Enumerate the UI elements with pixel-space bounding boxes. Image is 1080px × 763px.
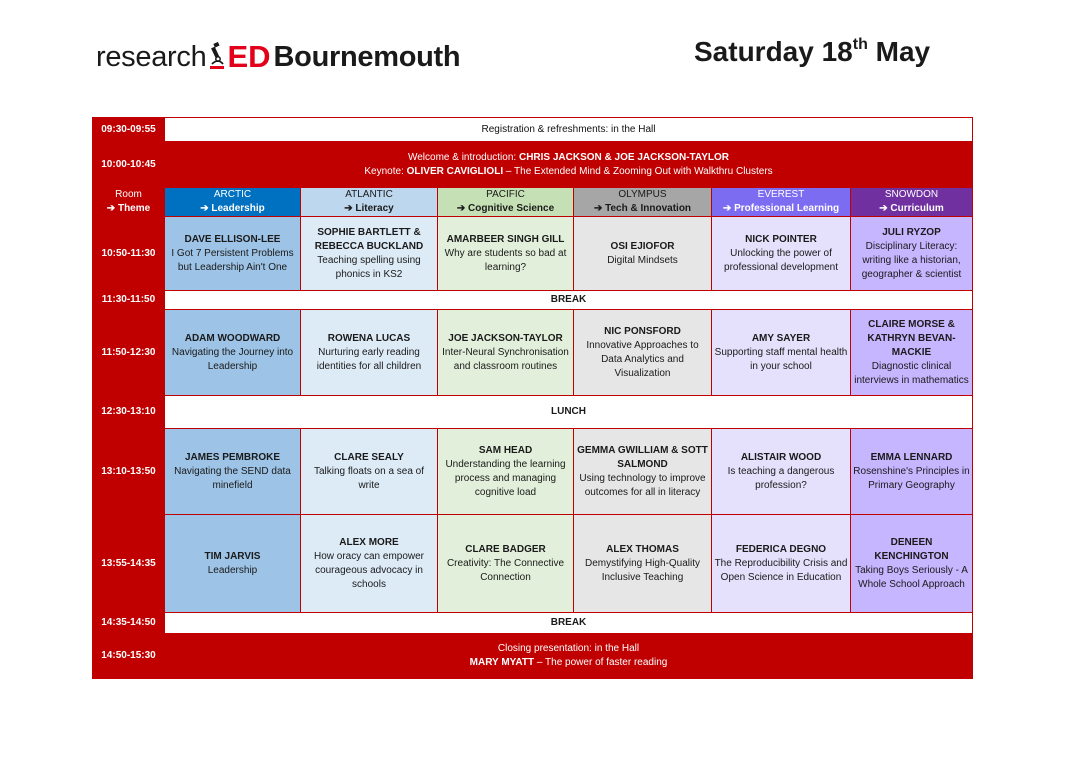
keynote-title: – The Extended Mind & Zooming Out with Walkthru Clusters bbox=[503, 165, 773, 177]
room-header-atlantic bbox=[301, 188, 438, 217]
session-speaker: DAVE ELLISON-LEE bbox=[184, 233, 281, 245]
session-title: Nurturing early reading identities for all children bbox=[316, 346, 422, 372]
session-title: Unlocking the power of professional development bbox=[724, 247, 838, 273]
time-cell: 10:50-11:30 bbox=[93, 217, 165, 291]
session-cell bbox=[851, 429, 973, 515]
session-title: Diagnostic clinical interviews in mathematics bbox=[854, 360, 969, 386]
room-header-everest bbox=[712, 188, 851, 217]
row-session-4 bbox=[93, 515, 973, 613]
session-title: Teaching spelling using phonics in KS2 bbox=[317, 254, 421, 280]
session-speaker: EMMA LENNARD bbox=[870, 451, 953, 463]
session-cell bbox=[301, 310, 438, 396]
session-title: Leadership bbox=[207, 564, 258, 576]
session-title: Creativity: The Connective Connection bbox=[446, 557, 565, 583]
session-speaker: JOE JACKSON-TAYLOR bbox=[448, 332, 563, 344]
room-name: PACIFIC bbox=[486, 189, 525, 200]
date-month: May bbox=[867, 36, 931, 67]
room-header-olympus bbox=[574, 188, 712, 217]
session-cell bbox=[301, 429, 438, 515]
row-session-2 bbox=[93, 310, 973, 396]
room-name: OLYMPUS bbox=[618, 189, 667, 200]
session-cell bbox=[574, 310, 712, 396]
event-date bbox=[694, 36, 930, 68]
session-cell bbox=[301, 217, 438, 291]
theme-label: ➔ Theme bbox=[106, 203, 151, 214]
session-title: Demystifying High-Quality Inclusive Teaching bbox=[584, 557, 701, 583]
session-speaker: CLARE BADGER bbox=[465, 543, 546, 555]
session-title: Using technology to improve outcomes for all in literacy bbox=[579, 472, 706, 498]
session-title: Why are students so bad at learning? bbox=[444, 247, 567, 273]
session-title: Is teaching a dangerous profession? bbox=[727, 465, 835, 491]
session-speaker: JAMES PEMBROKE bbox=[184, 451, 280, 463]
session-speaker: JULI RYZOP bbox=[882, 226, 941, 238]
logo-research-text: research bbox=[96, 41, 207, 73]
session-cell bbox=[574, 217, 712, 291]
date-ordinal: th bbox=[852, 36, 868, 53]
session-cell bbox=[165, 217, 301, 291]
session-title: Understanding the learning process and managing cognitive load bbox=[445, 458, 566, 498]
room-theme-label bbox=[93, 188, 165, 217]
time-cell: 11:30-11:50 bbox=[93, 291, 165, 310]
time-cell: 12:30-13:10 bbox=[93, 396, 165, 429]
page-header bbox=[96, 30, 946, 80]
session-speaker: ALEX THOMAS bbox=[606, 543, 679, 555]
break-label: BREAK bbox=[165, 291, 973, 310]
registration-text: Registration & refreshments: in the Hall bbox=[165, 118, 973, 142]
session-cell bbox=[712, 217, 851, 291]
researched-logo bbox=[96, 36, 460, 72]
session-speaker: OSI EJIOFOR bbox=[610, 240, 675, 252]
room-theme: ➔ Cognitive Science bbox=[456, 203, 555, 214]
date-main: Saturday 18 bbox=[694, 36, 853, 67]
closing-title: – The power of faster reading bbox=[534, 657, 668, 668]
session-speaker: GEMMA GWILLIAM & SOTT SALMOND bbox=[577, 444, 708, 470]
session-title: Talking floats on a sea of write bbox=[313, 465, 425, 491]
session-title: The Reproducibility Crisis and Open Science in Education bbox=[714, 557, 848, 583]
session-speaker: CLAIRE MORSE & KATHRYN BEVAN-MACKIE bbox=[867, 318, 956, 358]
closing-label: Closing presentation: in the Hall bbox=[497, 643, 640, 654]
session-cell bbox=[165, 310, 301, 396]
session-cell bbox=[438, 217, 574, 291]
room-label: Room bbox=[115, 189, 142, 200]
room-theme: ➔ Professional Learning bbox=[722, 203, 840, 214]
session-cell bbox=[165, 429, 301, 515]
row-break-2 bbox=[93, 613, 973, 634]
session-speaker: DENEEN KENCHINGTON bbox=[874, 536, 949, 562]
room-header-arctic bbox=[165, 188, 301, 217]
session-speaker: AMY SAYER bbox=[751, 332, 811, 344]
session-speaker: FEDERICA DEGNO bbox=[735, 543, 827, 555]
time-cell: 14:50-15:30 bbox=[93, 634, 165, 679]
session-cell bbox=[851, 515, 973, 613]
session-cell bbox=[712, 429, 851, 515]
row-break-1 bbox=[93, 291, 973, 310]
session-title: Navigating the Journey into Leadership bbox=[171, 346, 294, 372]
session-title: Innovative Approaches to Data Analytics and Visualization bbox=[586, 339, 699, 379]
break-label: BREAK bbox=[165, 613, 973, 634]
room-theme: ➔ Leadership bbox=[200, 203, 265, 214]
session-speaker: TIM JARVIS bbox=[204, 550, 261, 562]
session-title: How oracy can empower courageous advocacy in schools bbox=[313, 550, 425, 590]
session-cell bbox=[851, 310, 973, 396]
session-speaker: ALEX MORE bbox=[339, 536, 399, 548]
session-speaker: SOPHIE BARTLETT & REBECCA BUCKLAND bbox=[314, 226, 424, 252]
room-name: SNOWDON bbox=[884, 189, 939, 200]
session-cell bbox=[712, 515, 851, 613]
row-session-1 bbox=[93, 217, 973, 291]
session-cell bbox=[712, 310, 851, 396]
welcome-text bbox=[165, 142, 973, 188]
row-welcome bbox=[93, 142, 973, 188]
session-speaker: NIC PONSFORD bbox=[604, 325, 681, 337]
session-cell bbox=[574, 515, 712, 613]
session-cell bbox=[851, 217, 973, 291]
row-session-3 bbox=[93, 429, 973, 515]
keynote-label: Keynote: bbox=[364, 165, 407, 177]
lunch-label: LUNCH bbox=[165, 396, 973, 429]
room-header-pacific bbox=[438, 188, 574, 217]
session-title: I Got 7 Persistent Problems but Leadership Ain't One bbox=[171, 247, 294, 273]
session-speaker: CLARE SEALY bbox=[334, 451, 404, 463]
row-closing bbox=[93, 634, 973, 679]
room-theme: ➔ Curriculum bbox=[879, 203, 944, 214]
session-speaker: ROWENA LUCAS bbox=[327, 332, 411, 344]
session-speaker: NICK POINTER bbox=[745, 233, 817, 245]
session-cell bbox=[301, 515, 438, 613]
session-cell bbox=[574, 429, 712, 515]
schedule-table bbox=[92, 117, 973, 679]
logo-city-text: Bournemouth bbox=[273, 41, 461, 73]
room-name: ATLANTIC bbox=[345, 189, 393, 200]
room-name: ARCTIC bbox=[213, 189, 252, 200]
time-cell: 09:30-09:55 bbox=[93, 118, 165, 142]
logo-ed-text: ED bbox=[227, 39, 271, 74]
session-speaker: ALISTAIR WOOD bbox=[740, 451, 822, 463]
session-title: Navigating the SEND data minefield bbox=[174, 465, 291, 491]
session-title: Taking Boys Seriously - A Whole School Approach bbox=[855, 564, 968, 590]
room-theme: ➔ Literacy bbox=[344, 203, 394, 214]
session-title: Supporting staff mental health in your school bbox=[714, 346, 848, 372]
row-registration bbox=[93, 118, 973, 142]
session-cell bbox=[438, 515, 574, 613]
room-name: EVEREST bbox=[757, 189, 805, 200]
session-title: Inter-Neural Synchronisation and classroom routines bbox=[442, 346, 569, 372]
session-speaker: ADAM WOODWARD bbox=[184, 332, 281, 344]
time-cell: 14:35-14:50 bbox=[93, 613, 165, 634]
session-title: Digital Mindsets bbox=[607, 254, 678, 266]
session-title: Rosenshine's Principles in Primary Geography bbox=[853, 465, 970, 491]
time-cell: 13:10-13:50 bbox=[93, 429, 165, 515]
session-title: Disciplinary Literacy: writing like a historian, geographer & scientist bbox=[861, 240, 962, 280]
time-cell: 13:55-14:35 bbox=[93, 515, 165, 613]
microscope-icon bbox=[208, 42, 226, 70]
session-speaker: SAM HEAD bbox=[478, 444, 533, 456]
session-cell bbox=[438, 429, 574, 515]
row-rooms-header bbox=[93, 188, 973, 217]
row-lunch bbox=[93, 396, 973, 429]
session-cell bbox=[165, 515, 301, 613]
closing-text bbox=[165, 634, 973, 679]
room-header-snowdon bbox=[851, 188, 973, 217]
session-cell bbox=[438, 310, 574, 396]
welcome-label: Welcome & introduction: bbox=[407, 151, 519, 163]
room-theme: ➔ Tech & Innovation bbox=[593, 203, 692, 214]
session-speaker: AMARBEER SINGH GILL bbox=[446, 233, 565, 245]
closing-speaker: MARY MYATT bbox=[469, 657, 535, 668]
time-cell: 11:50-12:30 bbox=[93, 310, 165, 396]
time-cell: 10:00-10:45 bbox=[93, 142, 165, 188]
welcome-speakers: CHRIS JACKSON & JOE JACKSON-TAYLOR bbox=[518, 151, 729, 163]
keynote-speaker: OLIVER CAVIGLIOLI bbox=[406, 165, 504, 177]
